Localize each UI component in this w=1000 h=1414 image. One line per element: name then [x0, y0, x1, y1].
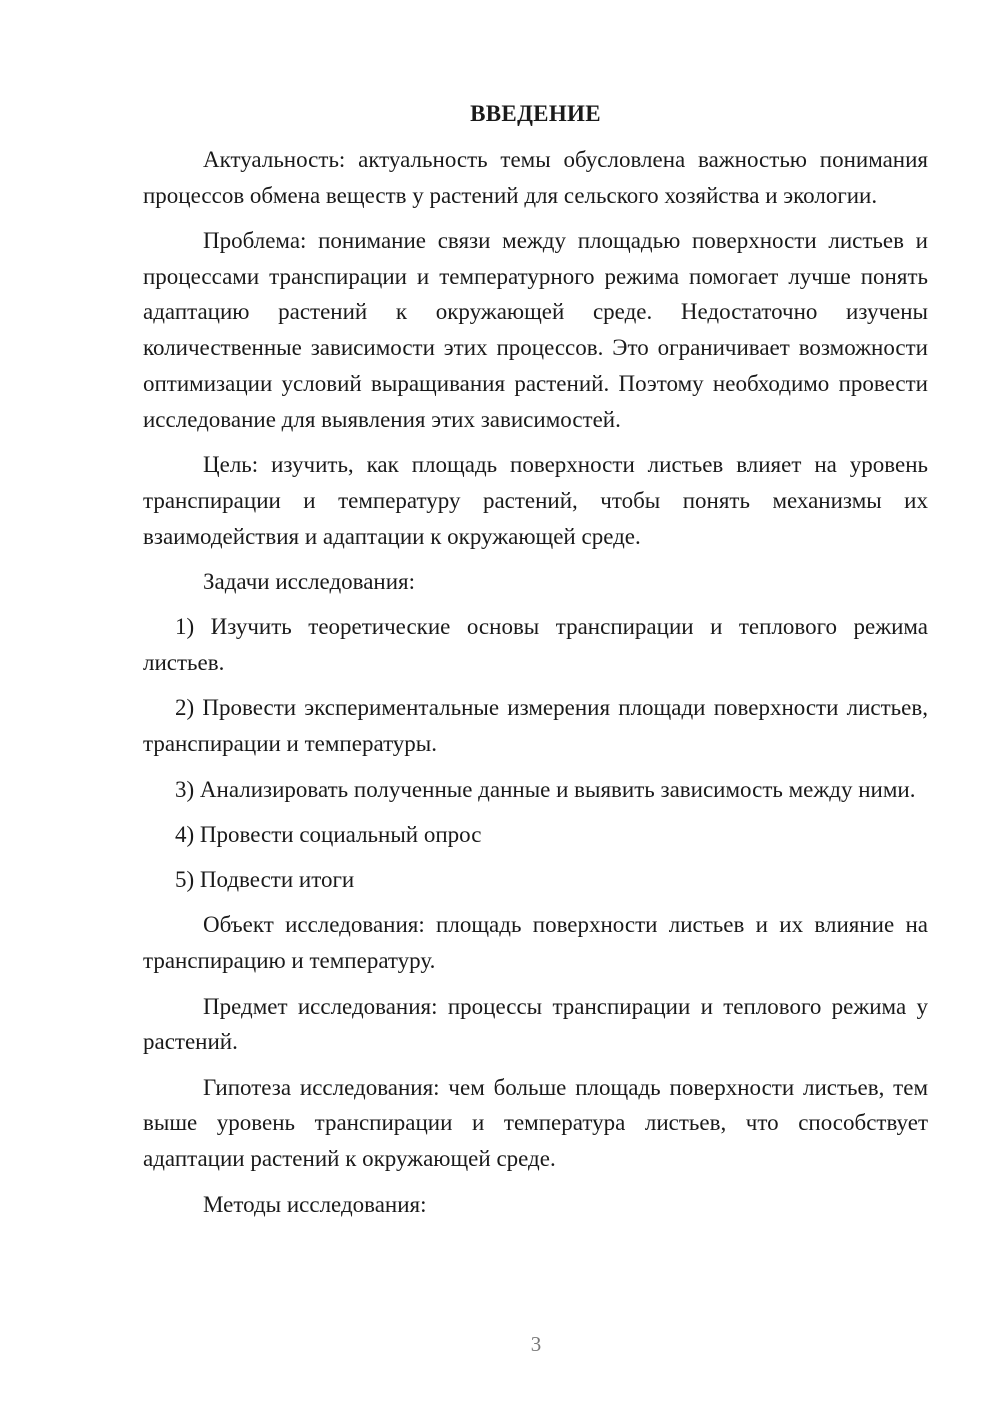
- goal-paragraph: Цель: изучить, как площадь поверхности листьев влияет на уровень транспирации и температуру растений, чтобы понять механизмы их взаимодействия и адаптации к окружающей среде.: [143, 452, 928, 549]
- tasks-heading: Задачи исследования:: [203, 569, 416, 595]
- page-number: 3: [530, 1332, 542, 1356]
- page-content: [143, 96, 928, 1232]
- relevance-paragraph: Актуальность: актуальность темы обусловлена важностью понимания процессов обмена веществ у растений для сельского хозяйства и экологии.: [143, 146, 928, 208]
- problem-paragraph: Проблема: понимание связи между площадью поверхности листьев и процессами транспирации и температурного режима помогает лучше понять адаптацию растений к окружающей среде. Недостаточно изучены количественные зависимости этих процессов. Это ограничивает возможности оптимизации условий выращивания растений. Поэтому необходимо провести исследование для выявления этих зависимостей.: [143, 227, 928, 432]
- task-item: 4) Провести социальный опрос: [175, 821, 482, 847]
- task-item: 5) Подвести итоги: [175, 867, 355, 893]
- hypothesis-paragraph: Гипотеза исследования: чем больше площадь поверхности листьев, тем выше уровень транспирации и температура листьев, что способствует адаптации растений к окружающей среде.: [143, 1074, 928, 1172]
- object-paragraph: Объект исследования: площадь поверхности листьев и их влияние на транспирацию и температуру.: [143, 912, 928, 974]
- page-title: ВВЕДЕНИЕ: [470, 101, 601, 126]
- task-item: 1) Изучить теоретические основы транспирации и теплового режима листьев.: [143, 614, 928, 676]
- subject-paragraph: Предмет исследования: процессы транспирации и теплового режима у растений.: [143, 993, 928, 1055]
- task-item: 2) Провести экспериментальные измерения площади поверхности листьев, транспирации и температуры.: [143, 695, 928, 757]
- methods-heading: Методы исследования:: [203, 1191, 427, 1217]
- task-item: 3) Анализировать полученные данные и выявить зависимость между ними.: [175, 776, 916, 802]
